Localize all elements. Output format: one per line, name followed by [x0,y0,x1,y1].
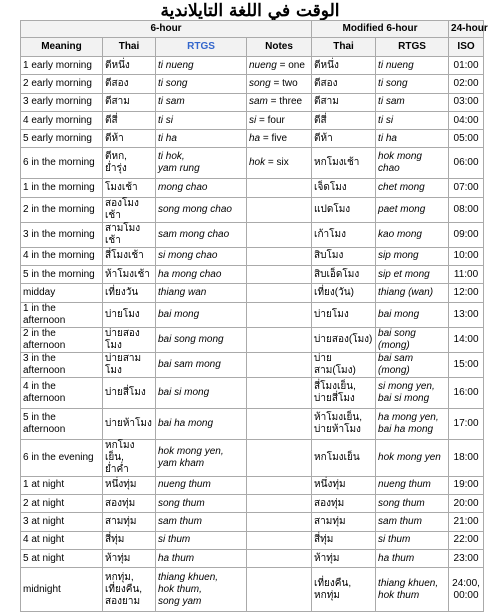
cell-thai: สองทุ่ม [103,494,156,512]
table-row [21,57,484,75]
cell-meaning: midnight [21,568,103,612]
cell-thai: สามทุ่ม [103,513,156,531]
cell-iso: 03:00 [449,93,484,111]
cell-thai-modified: เที่ยง(วัน) [312,284,376,302]
cell-iso: 12:00 [449,284,484,302]
cell-iso: 17:00 [449,408,484,439]
cell-notes [247,222,312,247]
cell-thai-modified: ห้าทุ่ม [312,549,376,567]
cell-meaning: 2 at night [21,494,103,512]
cell-rtgs: sam mong chao [156,222,247,247]
cell-meaning: 4 early morning [21,111,103,129]
cell-notes [247,327,312,352]
cell-thai: ตีสอง [103,75,156,93]
cell-rtgs-modified: thiang khuen, hok thum [376,568,449,612]
cell-rtgs: sam thum [156,513,247,531]
col-thai-modified: Thai [312,38,376,57]
table-row [21,568,484,612]
cell-meaning: 3 at night [21,513,103,531]
table-row [21,247,484,265]
cell-rtgs: ti ha [156,130,247,148]
cell-meaning: 1 in the afternoon [21,302,103,327]
table-row [21,513,484,531]
cell-thai-modified: หนึ่งทุ่ม [312,476,376,494]
column-header-row [21,38,484,57]
cell-iso: 24:00, 00:00 [449,568,484,612]
cell-iso: 06:00 [449,148,484,179]
cell-meaning: 3 early morning [21,93,103,111]
cell-meaning: 4 in the morning [21,247,103,265]
cell-rtgs-modified: si thum [376,531,449,549]
cell-iso: 05:00 [449,130,484,148]
cell-thai-modified: หกโมงเย็น [312,439,376,476]
cell-rtgs-modified: thiang (wan) [376,284,449,302]
cell-iso: 16:00 [449,377,484,408]
cell-thai-modified: สี่โมงเย็น, บ่ายสี่โมง [312,377,376,408]
cell-meaning: 5 early morning [21,130,103,148]
cell-rtgs: ti nueng [156,57,247,75]
table-row [21,266,484,284]
table-row [21,93,484,111]
cell-thai-modified: ตีสอง [312,75,376,93]
group-24-hour: 24-hour [449,21,484,38]
cell-thai-modified: ตีห้า [312,130,376,148]
cell-rtgs: si mong chao [156,247,247,265]
cell-thai-modified: บ่ายสาม(โมง) [312,352,376,377]
cell-rtgs: ti si [156,111,247,129]
cell-rtgs-modified: ha thum [376,549,449,567]
cell-notes [247,179,312,197]
cell-notes: ha = five [247,130,312,148]
cell-thai: บ่ายสามโมง [103,352,156,377]
cell-thai: หกทุ่ม, เที่ยงคืน, สองยาม [103,568,156,612]
cell-iso: 04:00 [449,111,484,129]
table-row [21,284,484,302]
cell-rtgs-modified: ha mong yen, bai ha mong [376,408,449,439]
cell-rtgs-modified: ti ha [376,130,449,148]
cell-thai: ตีหก, ย่ำรุ่ง [103,148,156,179]
cell-notes [247,408,312,439]
cell-rtgs-modified: chet mong [376,179,449,197]
cell-rtgs: ha thum [156,549,247,567]
cell-rtgs-modified: song thum [376,494,449,512]
cell-meaning: 2 in the afternoon [21,327,103,352]
group-header-row [21,21,484,38]
cell-rtgs: bai ha mong [156,408,247,439]
col-iso: ISO [449,38,484,57]
cell-meaning: 6 in the morning [21,148,103,179]
cell-notes [247,266,312,284]
table-row [21,148,484,179]
cell-thai-modified: เที่ยงคืน, หกทุ่ม [312,568,376,612]
thai-time-table [20,20,488,612]
cell-rtgs-modified: bai mong [376,302,449,327]
cell-thai-modified: หกโมงเช้า [312,148,376,179]
cell-rtgs-modified: ti song [376,75,449,93]
cell-notes [247,377,312,408]
cell-notes [247,513,312,531]
table-row [21,408,484,439]
cell-iso: 19:00 [449,476,484,494]
cell-iso: 22:00 [449,531,484,549]
cell-rtgs: si thum [156,531,247,549]
cell-notes [247,494,312,512]
col-notes: Notes [247,38,312,57]
table-row [21,111,484,129]
cell-meaning: 6 in the evening [21,439,103,476]
cell-notes: si = four [247,111,312,129]
cell-thai: สองโมงเช้า [103,197,156,222]
cell-rtgs-modified: ti sam [376,93,449,111]
cell-iso: 10:00 [449,247,484,265]
cell-thai-modified: สิบเอ็ดโมง [312,266,376,284]
cell-meaning: 3 in the afternoon [21,352,103,377]
cell-meaning: 5 in the morning [21,266,103,284]
cell-iso: 13:00 [449,302,484,327]
cell-thai: โมงเช้า [103,179,156,197]
cell-thai: ตีหนึ่ง [103,57,156,75]
page-title: الوقت في اللغة التايلاندية [160,1,340,21]
cell-meaning: 1 early morning [21,57,103,75]
cell-thai: สามโมงเช้า [103,222,156,247]
cell-notes: sam = three [247,93,312,111]
cell-thai-modified: เจ็ดโมง [312,179,376,197]
col-thai: Thai [103,38,156,57]
cell-thai: ตีสาม [103,93,156,111]
cell-notes [247,531,312,549]
cell-thai: หกโมงเย็น, ย่ำค่ำ [103,439,156,476]
cell-iso: 11:00 [449,266,484,284]
cell-rtgs-modified: bai song (mong) [376,327,449,352]
cell-iso: 20:00 [449,494,484,512]
col-rtgs-modified: RTGS [376,38,449,57]
cell-rtgs: bai sam mong [156,352,247,377]
cell-thai-modified: สี่ทุ่ม [312,531,376,549]
cell-thai: สี่โมงเช้า [103,247,156,265]
cell-thai-modified: เก้าโมง [312,222,376,247]
cell-rtgs-modified: paet mong [376,197,449,222]
cell-rtgs-modified: hok mong yen [376,439,449,476]
cell-rtgs-modified: bai sam (mong) [376,352,449,377]
cell-thai: หนึ่งทุ่ม [103,476,156,494]
cell-rtgs: ti sam [156,93,247,111]
cell-thai: ห้าโมงเช้า [103,266,156,284]
cell-rtgs-modified: sam thum [376,513,449,531]
cell-notes: hok = six [247,148,312,179]
cell-iso: 14:00 [449,327,484,352]
cell-rtgs: bai si mong [156,377,247,408]
cell-thai: บ่ายโมง [103,302,156,327]
cell-thai: ตีสี่ [103,111,156,129]
table-row [21,531,484,549]
cell-thai: บ่ายสองโมง [103,327,156,352]
cell-notes [247,247,312,265]
cell-rtgs-modified: sip mong [376,247,449,265]
cell-rtgs: ti hok, yam rung [156,148,247,179]
cell-rtgs: bai song mong [156,327,247,352]
table-row [21,222,484,247]
cell-rtgs-modified: nueng thum [376,476,449,494]
cell-thai-modified: สิบโมง [312,247,376,265]
cell-meaning: 4 in the afternoon [21,377,103,408]
cell-iso: 15:00 [449,352,484,377]
cell-notes: nueng = one [247,57,312,75]
cell-iso: 18:00 [449,439,484,476]
table-row [21,197,484,222]
cell-meaning: 4 at night [21,531,103,549]
cell-thai-modified: สามทุ่ม [312,513,376,531]
table-row [21,179,484,197]
cell-rtgs: hok mong yen, yam kham [156,439,247,476]
cell-rtgs: mong chao [156,179,247,197]
cell-meaning: 2 early morning [21,75,103,93]
cell-iso: 23:00 [449,549,484,567]
cell-rtgs: ha mong chao [156,266,247,284]
cell-rtgs: thiang khuen, hok thum, song yam [156,568,247,612]
cell-notes [247,476,312,494]
cell-iso: 02:00 [449,75,484,93]
cell-notes [247,302,312,327]
cell-notes [247,568,312,612]
cell-rtgs-modified: sip et mong [376,266,449,284]
cell-notes [247,439,312,476]
group-six-hour: 6-hour [21,21,312,38]
table-row [21,439,484,476]
table-body [21,57,484,612]
cell-rtgs-modified: si mong yen, bai si mong [376,377,449,408]
cell-thai: ห้าทุ่ม [103,549,156,567]
table-row [21,476,484,494]
cell-notes [247,549,312,567]
cell-meaning: 3 in the morning [21,222,103,247]
col-rtgs-link[interactable]: RTGS [156,38,247,57]
cell-thai: บ่ายสี่โมง [103,377,156,408]
table-row [21,549,484,567]
cell-rtgs: song thum [156,494,247,512]
table-row [21,302,484,327]
cell-iso: 01:00 [449,57,484,75]
cell-meaning: midday [21,284,103,302]
cell-thai: สี่ทุ่ม [103,531,156,549]
cell-notes [247,352,312,377]
col-meaning: Meaning [21,38,103,57]
cell-thai: เที่ยงวัน [103,284,156,302]
cell-thai-modified: สองทุ่ม [312,494,376,512]
cell-thai-modified: แปดโมง [312,197,376,222]
cell-rtgs: bai mong [156,302,247,327]
cell-iso: 21:00 [449,513,484,531]
cell-iso: 09:00 [449,222,484,247]
cell-meaning: 1 in the morning [21,179,103,197]
cell-meaning: 5 in the afternoon [21,408,103,439]
cell-notes [247,197,312,222]
cell-iso: 08:00 [449,197,484,222]
cell-meaning: 1 at night [21,476,103,494]
group-modified: Modified 6-hour [312,21,449,38]
cell-meaning: 5 at night [21,549,103,567]
table-row [21,377,484,408]
cell-thai-modified: ตีสี่ [312,111,376,129]
table-row [21,327,484,352]
cell-thai-modified: บ่ายโมง [312,302,376,327]
cell-meaning: 2 in the morning [21,197,103,222]
cell-notes [247,284,312,302]
cell-thai-modified: ห้าโมงเย็น, บ่ายห้าโมง [312,408,376,439]
cell-rtgs-modified: kao mong [376,222,449,247]
cell-notes: song = two [247,75,312,93]
cell-rtgs: nueng thum [156,476,247,494]
cell-iso: 07:00 [449,179,484,197]
table-row [21,130,484,148]
cell-thai-modified: ตีสาม [312,93,376,111]
table-row [21,352,484,377]
cell-thai-modified: บ่ายสอง(โมง) [312,327,376,352]
cell-thai: บ่ายห้าโมง [103,408,156,439]
cell-rtgs-modified: ti nueng [376,57,449,75]
table-row [21,75,484,93]
cell-rtgs: thiang wan [156,284,247,302]
cell-rtgs-modified: ti si [376,111,449,129]
cell-rtgs: ti song [156,75,247,93]
cell-thai: ตีห้า [103,130,156,148]
table-row [21,494,484,512]
cell-thai-modified: ตีหนึ่ง [312,57,376,75]
cell-rtgs: song mong chao [156,197,247,222]
cell-rtgs-modified: hok mong chao [376,148,449,179]
